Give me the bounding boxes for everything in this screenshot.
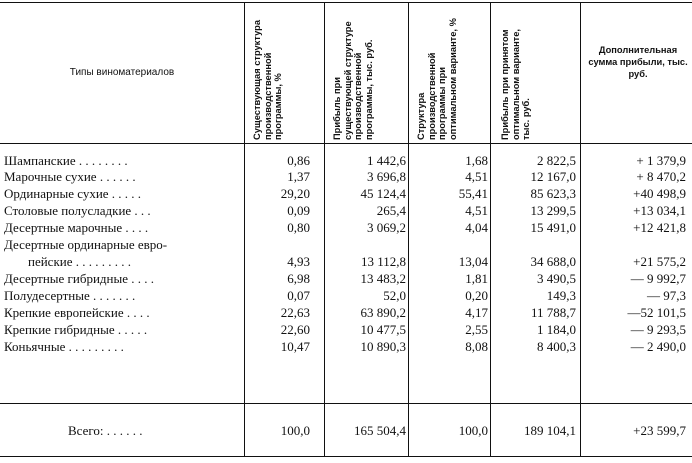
cell-optimal-structure: 2,55 [465, 322, 488, 337]
cell-existing-profit: 63 890,2 [360, 305, 406, 320]
cell-additional-profit: — 2 490,0 [630, 339, 686, 354]
column-divider [324, 2, 325, 457]
cell-optimal-profit: 8 400,3 [537, 339, 576, 354]
cell-optimal-structure: 1,68 [465, 153, 488, 168]
cell-optimal-profit: 12 167,0 [530, 169, 576, 184]
cell-additional-profit: — 9 992,7 [630, 271, 686, 286]
cell-additional-profit: +12 421,8 [633, 220, 686, 235]
cell-existing-profit: 10 477,5 [360, 322, 406, 337]
cell-existing-structure: 0,07 [287, 288, 310, 303]
row-label: Десертные марочные . . . . [4, 220, 149, 235]
cell-optimal-profit: 15 491,0 [530, 220, 576, 235]
cell-optimal-structure: 4,17 [465, 305, 488, 320]
cell-additional-profit: +40 498,9 [633, 186, 686, 201]
total-existing-profit: 165 504,4 [354, 423, 406, 438]
row-label: Десертные ординарные евро- [4, 237, 168, 252]
cell-optimal-structure: 0,20 [465, 288, 488, 303]
cell-existing-profit: 3 069,2 [367, 220, 406, 235]
cell-existing-structure: 29,20 [280, 186, 310, 201]
cell-existing-profit: 52,0 [383, 288, 406, 303]
header-wine-types: Типы виноматериалов [69, 67, 175, 78]
cell-existing-structure: 22,63 [280, 305, 310, 320]
total-existing-structure: 100,0 [280, 423, 310, 438]
cell-optimal-structure: 13,04 [458, 254, 488, 269]
cell-existing-profit: 1 442,6 [367, 153, 406, 168]
cell-optimal-structure: 4,51 [465, 203, 488, 218]
cell-existing-structure: 1,37 [287, 169, 310, 184]
column-divider [408, 2, 409, 457]
cell-existing-structure: 0,80 [287, 220, 310, 235]
cell-optimal-profit: 34 688,0 [530, 254, 576, 269]
cell-optimal-profit: 149,3 [546, 288, 576, 303]
cell-additional-profit: +13 034,1 [633, 203, 686, 218]
cell-additional-profit: + 8 470,2 [636, 169, 686, 184]
cell-optimal-profit: 11 788,7 [530, 305, 576, 320]
cell-existing-structure: 10,47 [280, 339, 310, 354]
cell-additional-profit: + 1 379,9 [636, 153, 686, 168]
row-label: Марочные сухие . . . . . . [4, 169, 136, 184]
cell-existing-profit: 265,4 [376, 203, 406, 218]
row-label: Крепкие гибридные . . . . . [4, 322, 148, 337]
cell-optimal-profit: 1 184,0 [537, 322, 576, 337]
total-top-rule [0, 403, 692, 404]
cell-existing-structure: 0,09 [287, 203, 310, 218]
cell-optimal-profit: 85 623,3 [530, 186, 576, 201]
cell-existing-profit: 45 124,4 [360, 186, 406, 201]
row-label: Десертные гибридные . . . . [4, 271, 154, 286]
table-bottom-rule [0, 456, 692, 457]
row-label: Крепкие европейские . . . . [4, 305, 150, 320]
cell-additional-profit: +21 575,2 [633, 254, 686, 269]
cell-existing-profit: 10 890,3 [360, 339, 406, 354]
cell-existing-profit: 13 483,2 [360, 271, 406, 286]
total-additional-profit: +23 599,7 [633, 423, 686, 438]
cell-optimal-structure: 4,51 [465, 169, 488, 184]
cell-additional-profit: — 9 293,5 [630, 322, 686, 337]
total-label: Всего: . . . . . . [68, 423, 143, 438]
column-divider [244, 2, 245, 457]
cell-optimal-structure: 1,81 [465, 271, 488, 286]
total-optimal-structure: 100,0 [458, 423, 488, 438]
row-label: Ординарные сухие . . . . . [4, 186, 142, 201]
header-additional-profit: Дополнительная сумма прибыли, тыс. руб. [588, 45, 688, 79]
cell-optimal-structure: 4,04 [465, 220, 488, 235]
cell-optimal-profit: 2 822,5 [537, 153, 576, 168]
cell-existing-structure: 6,98 [287, 271, 310, 286]
row-label-continued: пейские . . . . . . . . . [28, 254, 131, 269]
row-label: Коньячные . . . . . . . . . [4, 339, 124, 354]
row-label: Столовые полусладкие . . . [4, 203, 151, 218]
table-top-rule [0, 2, 692, 3]
header-bottom-rule [0, 143, 692, 144]
cell-additional-profit: —52 101,5 [627, 305, 686, 320]
total-optimal-profit: 189 104,1 [524, 423, 576, 438]
cell-existing-profit: 3 696,8 [367, 169, 406, 184]
cell-existing-profit: 13 112,8 [360, 254, 406, 269]
cell-additional-profit: — 97,3 [647, 288, 686, 303]
cell-optimal-structure: 8,08 [465, 339, 488, 354]
cell-existing-structure: 0,86 [287, 153, 310, 168]
cell-optimal-structure: 55,41 [458, 186, 488, 201]
column-divider [490, 2, 491, 457]
cell-optimal-profit: 13 299,5 [530, 203, 576, 218]
cell-existing-structure: 22,60 [280, 322, 310, 337]
column-divider [580, 2, 581, 457]
cell-optimal-profit: 3 490,5 [537, 271, 576, 286]
row-label: Шампанские . . . . . . . . [4, 153, 128, 168]
cell-existing-structure: 4,93 [287, 254, 310, 269]
row-label: Полудесертные . . . . . . . [4, 288, 136, 303]
data-table: Типы виноматериалов Существующая структура производственной программы, % Прибыль при существующей структуре производственной программы, тыс. руб. Структура производственной программы при оптимальном варианте, % Прибыль при принятом оптимальном варианте, тыс. руб. Дополнительная сумма прибыли, тыс. руб. Шампанские . . . . . . . . 0,86 1 442,6 1,68 2 822,5 + 1 379,9 Марочные сухие . . . . . . 1,37 3 696,8 4,51 12 167,0 + 8 470,2 Ординарные сухие . . . . . 29,20 45 124,4 55,41 85 623,3 +40 498,9 Столовые полусладкие . . . 0,09 265,4 4,51 13 299,5 +13 034,1 Десертные марочные . . . . 0,80 3 069,2 4,04 15 491,0 +12 421,8 Десертные ординарные евро- пейские . . . . . . . . . 4,93 13 112,8 13,04 34 688,0 +21 575,2 Десертные гибридные . . . . 6,98 13 483,2 1,81 3 490,5 — 9 992,7 Полудесертные . . . . . . . 0,07 52,0 0,20 149,3 — 97,3 Крепкие европейские . . . . 22,63 63 890,2 4,17 11 788,7 —52 101,5 Крепкие гибридные . . . . . 22,60 10 477,5 2,55 1 184,0 — 9 293,5 Коньячные . . . . . . . . . 10,47 10 890,3 8,08 8 400,3 — 2 490,0 Всего: . . . . . . 100,0 165 504,4 100,0 189 104,1 +23 599,7 [0, 0, 692, 463]
